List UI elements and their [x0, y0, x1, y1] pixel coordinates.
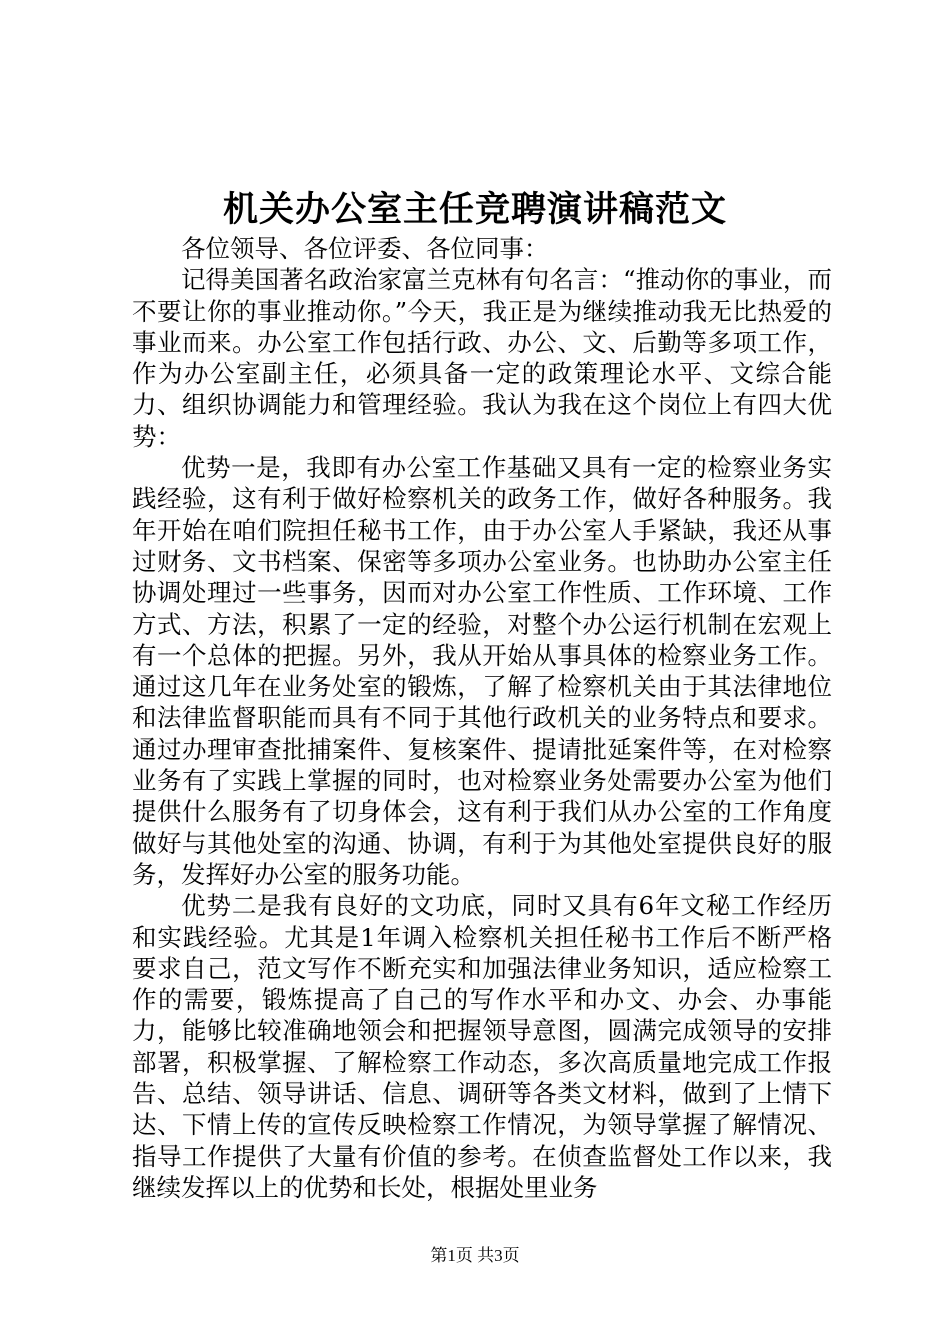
- document-body: [132, 233, 832, 1203]
- paragraph-intro: 记得美国著名政治家富兰克林有句名言：“推动你的事业，而不要让你的事业推动你。”今天，我正是为继续推动我无比热爱的事业而来。办公室工作包括行政、办公、文、后勤等多项工作，作为办公室副主任，必须具备一定的政策理论水平、文综合能力、组织协调能力和管理经验。我认为我在这个岗位上有四大优势：: [132, 265, 832, 451]
- paragraph-advantage-one: 优势一是，我即有办公室工作基础又具有一定的检察业务实践经验，这有利于做好检察机关的政务工作，做好各种服务。我年开始在咱们院担任秘书工作，由于办公室人手紧缺，我还从事过财务、文书档案、保密等多项办公室业务。也协助办公室主任协调处理过一些事务，因而对办公室工作性质、工作环境、工作方式、方法，积累了一定的经验，对整个办公运行机制在宏观上有一个总体的把握。另外，我从开始从事具体的检察业务工作。通过这几年在业务处室的锻炼，了解了检察机关由于其法律地位和法律监督职能而具有不同于其他行政机关的业务特点和要求。通过办理审查批捕案件、复核案件、提请批延案件等，在对检察业务有了实践上掌握的同时，也对检察业务处需要办公室为他们提供什么服务有了切身体会，这有利于我们从办公室的工作角度做好与其他处室的沟通、协调，有利于为其他处室提供良好的服务，发挥好办公室的服务功能。: [132, 453, 832, 889]
- page-number-footer: 第1页 共3页: [430, 1246, 520, 1265]
- paragraph-salutation: 各位领导、各位评委、各位同事：: [181, 234, 549, 263]
- paragraph-advantage-two: 优势二是我有良好的文功底，同时又具有6年文秘工作经历和实践经验。尤其是1年调入检察机关担任秘书工作后不断严格要求自己，范文写作不断充实和加强法律业务知识，适应检察工作的需要，锻炼提高了自己的写作水平和办文、办会、办事能力，能够比较准确地领会和把握领导意图，圆满完成领导的安排部署，积极掌握、了解检察工作动态，多次高质量地完成工作报告、总结、领导讲话、信息、调研等各类文材料，做到了上情下达、下情上传的宣传反映检察工作情况，为领导掌握了解情况、指导工作提供了大量有价值的参考。在侦查监督处工作以来，我继续发挥以上的优势和长处，根据处里业务: [132, 891, 832, 1202]
- document-title: 机关办公室主任竞聘演讲稿范文: [222, 189, 727, 230]
